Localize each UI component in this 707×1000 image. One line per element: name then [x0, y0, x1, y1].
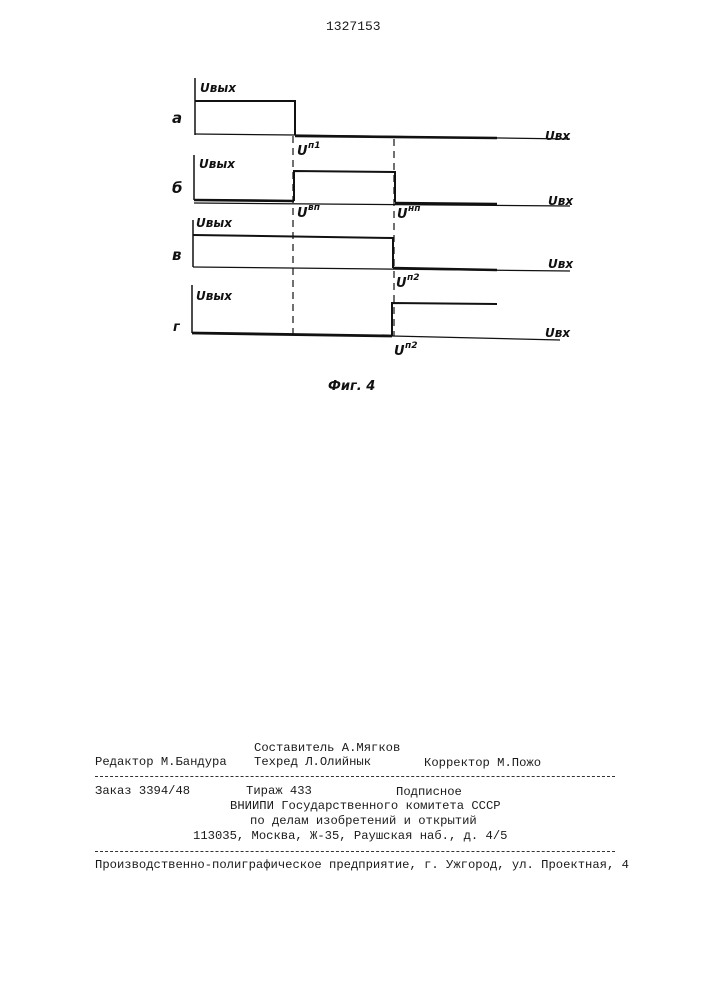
divider-1 [95, 776, 615, 777]
imprint-circulation: Тираж 433 [246, 784, 312, 798]
label-u-p1 [297, 141, 320, 159]
label-u-p2-lower [394, 341, 417, 359]
panel-a-plot [195, 78, 570, 139]
svg-text:нп: нп [408, 204, 420, 214]
imprint-techeditor: Техред Л.Олийнык [254, 755, 371, 769]
panel-g-x-axis [392, 336, 560, 340]
label-u-p2-upper [396, 273, 419, 291]
figure-caption: Фиг. 4 [328, 379, 375, 394]
panel-b-letter: б [172, 179, 182, 197]
imprint-corrector: Корректор М.Пожо [424, 756, 541, 770]
svg-text:U: U [297, 206, 308, 221]
svg-text:U: U [394, 344, 405, 359]
imprint-org-2: по делам изобретений и открытий [250, 814, 477, 828]
svg-text:U: U [297, 144, 308, 159]
panel-a-curve [195, 101, 295, 135]
imprint-printer: Производственно-полиграфическое предприятие, г. Ужгород, ул. Проектная, 4 [95, 858, 629, 872]
label-u-np [397, 204, 420, 222]
panel-g-plot [192, 285, 560, 340]
panel-v-x-label: Uвх [548, 257, 574, 271]
figure-4-diagram [0, 0, 707, 420]
page-number: 1327153 [326, 20, 381, 34]
panel-v-plot [193, 220, 570, 271]
svg-text:U: U [396, 276, 407, 291]
svg-text:п2: п2 [407, 273, 419, 283]
panel-g-x-label: Uвх [545, 326, 571, 340]
panel-b-x-label: Uвх [548, 194, 574, 208]
panel-a-x-label: Uвх [545, 129, 571, 143]
svg-text:п1: п1 [308, 141, 320, 151]
panel-b-low-level-left [194, 200, 294, 201]
imprint-org-1: ВНИИПИ Государственного комитета СССР [230, 799, 501, 813]
panel-v-curve [193, 235, 393, 268]
panel-b-x-axis [194, 203, 570, 206]
svg-text:п2: п2 [405, 341, 417, 351]
panel-v-x-axis [193, 267, 570, 271]
panel-a-low-level [295, 136, 497, 138]
panel-v-y-label: Uвых [196, 216, 233, 230]
panel-a-y-label: Uвых [200, 81, 237, 95]
panel-b-plot [194, 155, 570, 206]
svg-text:U: U [397, 207, 408, 222]
imprint-editor: Редактор М.Бандура [95, 755, 227, 769]
panel-g-curve [392, 303, 497, 336]
panel-g-letter: г [173, 320, 181, 335]
panel-v-letter: в [172, 246, 182, 264]
panel-b-curve [294, 171, 395, 202]
imprint-subscription: Подписное [396, 785, 462, 799]
panel-a-letter: а [172, 109, 182, 127]
divider-2 [95, 851, 615, 852]
panel-g-low-level [192, 333, 392, 336]
label-u-vp [297, 203, 320, 221]
imprint-compiler: Составитель А.Мягков [254, 741, 400, 755]
imprint-order: Заказ 3394/48 [95, 784, 190, 798]
panel-b-y-label: Uвых [199, 157, 236, 171]
panel-g-y-label: Uвых [196, 289, 233, 303]
imprint-address: 113035, Москва, Ж-35, Раушская наб., д. 4/5 [193, 829, 508, 843]
svg-text:вп: вп [308, 203, 320, 213]
